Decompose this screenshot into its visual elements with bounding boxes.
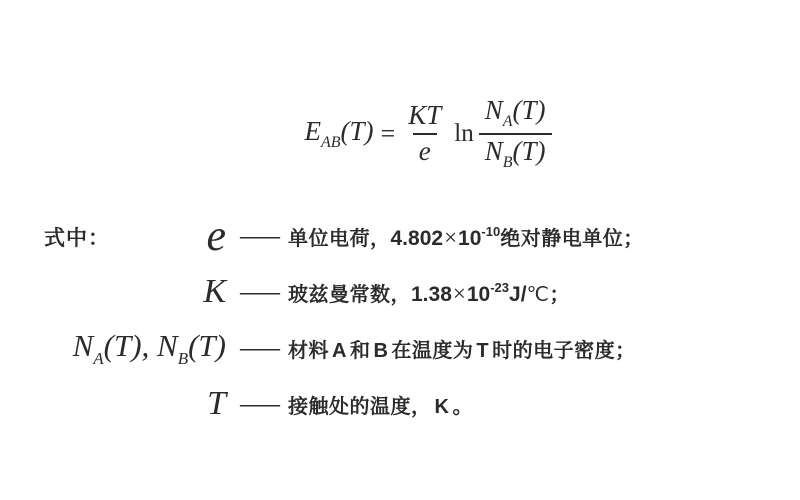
charge-exponent: -10 bbox=[481, 223, 501, 239]
temperature-T-label: T bbox=[476, 339, 490, 362]
charge-value: 4.802 bbox=[390, 226, 444, 250]
material-A-label: A bbox=[332, 339, 347, 362]
boltzmann-exponent: -23 bbox=[490, 279, 510, 295]
fraction1-numerator: KT bbox=[408, 99, 442, 130]
symbol-K: K bbox=[203, 273, 226, 310]
denominator-argument: (T) bbox=[512, 135, 546, 166]
definition-row-e bbox=[0, 208, 800, 264]
symbol-NA-NB bbox=[0, 328, 240, 369]
desc-e-post: 绝对静电单位； bbox=[500, 227, 644, 250]
fraction2-denominator bbox=[479, 133, 552, 172]
fraction-kt-over-e bbox=[402, 101, 447, 166]
symbol-N2: N bbox=[157, 327, 178, 363]
fraction-na-over-nb bbox=[479, 96, 552, 171]
leader-dash: —— bbox=[240, 223, 276, 248]
formula-E-subscript: AB bbox=[321, 133, 341, 151]
kelvin-unit-label: K bbox=[434, 395, 450, 418]
fraction1-denominator: e bbox=[413, 133, 437, 167]
boltzmann-unit: J/ bbox=[509, 282, 527, 306]
formula-block bbox=[0, 96, 800, 171]
symbol-N1-argument: (T), bbox=[103, 327, 150, 363]
numerator-argument: (T) bbox=[512, 95, 546, 125]
desc-N-p2: 和 bbox=[349, 339, 371, 362]
desc-T-p2: 。 bbox=[452, 395, 473, 418]
numerator-N: N bbox=[484, 95, 503, 125]
where-label: 式中： bbox=[44, 226, 110, 250]
natural-log-operator: ln bbox=[454, 119, 474, 147]
leader-dash: —— bbox=[240, 279, 276, 304]
desc-K-pre: 玻兹曼常数， bbox=[288, 283, 411, 306]
definition-row-K bbox=[0, 264, 800, 320]
symbol-e: e bbox=[206, 211, 226, 260]
desc-N-p4: 时的电子密度； bbox=[492, 339, 636, 362]
symbol-N2-argument: (T) bbox=[188, 327, 226, 363]
symbol-T: T bbox=[207, 385, 226, 422]
degree-celsius-sign: ℃ bbox=[526, 283, 550, 306]
denominator-N: N bbox=[484, 135, 503, 166]
denominator-subscript: B bbox=[502, 153, 513, 171]
formula-E-argument: (T) bbox=[340, 115, 374, 146]
desc-e-pre: 单位电荷， bbox=[288, 227, 391, 250]
times-sign: × bbox=[444, 224, 458, 250]
boltzmann-base: 10 bbox=[466, 282, 491, 306]
boltzmann-value: 1.38 bbox=[411, 282, 452, 306]
desc-K-post: ； bbox=[549, 283, 570, 306]
leader-dash: —— bbox=[240, 335, 276, 360]
numerator-subscript: A bbox=[502, 113, 513, 130]
desc-N-p1: 材料 bbox=[288, 339, 329, 362]
fraction2-numerator bbox=[479, 96, 552, 133]
charge-base: 10 bbox=[458, 226, 482, 250]
description-e bbox=[288, 222, 644, 251]
definition-row-N bbox=[0, 320, 800, 376]
desc-N-p3: 在温度为 bbox=[391, 339, 474, 362]
symbol-N1: N bbox=[72, 327, 94, 363]
symbol-N2-subscript: B bbox=[177, 348, 189, 368]
desc-T-p1: 接触处的温度， bbox=[288, 395, 432, 418]
description-T bbox=[288, 390, 473, 419]
times-sign: × bbox=[452, 280, 466, 306]
equals-sign: = bbox=[380, 118, 396, 148]
formula-lhs bbox=[305, 116, 374, 152]
description-N bbox=[288, 334, 636, 363]
description-K bbox=[288, 278, 570, 307]
definition-row-T bbox=[0, 376, 800, 432]
variable-definitions bbox=[0, 208, 800, 432]
material-B-label: B bbox=[373, 339, 389, 362]
leader-dash: —— bbox=[240, 391, 276, 416]
formula-E: E bbox=[304, 115, 321, 146]
symbol-N1-subscript: A bbox=[93, 348, 104, 368]
